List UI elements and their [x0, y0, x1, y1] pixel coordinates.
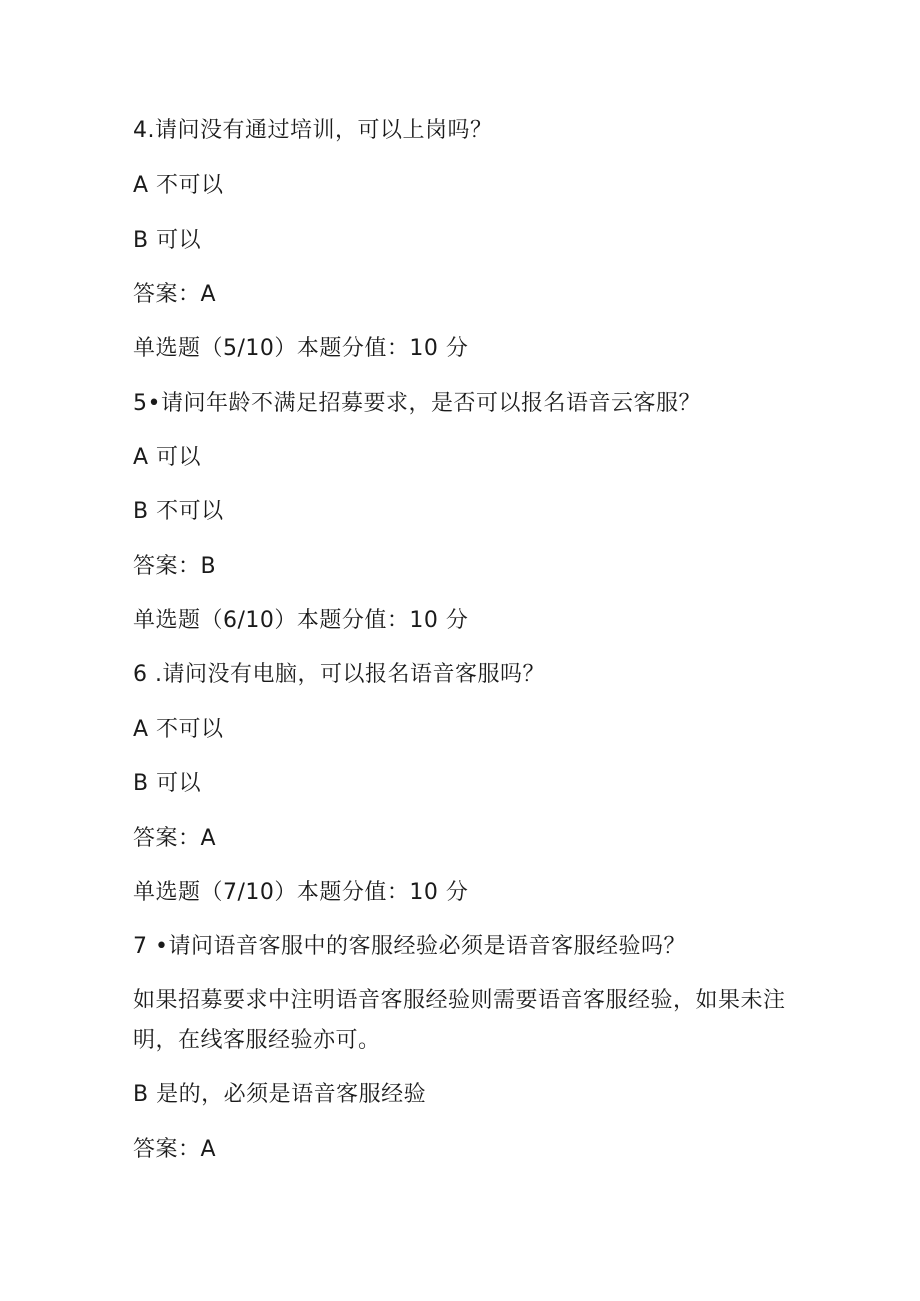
question-6-option-a: A 不可以 [133, 717, 224, 742]
question-7-option-a: 如果招募要求中注明语音客服经验则需要语音客服经验，如果未注明，在线客服经验亦可。 [133, 988, 786, 1053]
question-5-answer: 答案：B [133, 554, 217, 579]
question-5-option-b: B 不可以 [133, 499, 224, 524]
question-6-answer: 答案：A [133, 826, 217, 851]
question-4-answer: 答案：A [133, 282, 217, 307]
question-7-text: 7 •请问语音客服中的客服经验必须是语音客服经验吗？ [133, 934, 686, 959]
question-5-option-a: A 可以 [133, 445, 202, 470]
question-4-option-b: B 可以 [133, 228, 202, 253]
question-7-option-b: B 是的，必须是语音客服经验 [133, 1082, 427, 1107]
question-7-answer: 答案：A [133, 1137, 217, 1162]
question-5-header: 单选题（5/10）本题分值：10 分 [133, 336, 469, 361]
question-4-text: 4.请问没有通过培训，可以上岗吗？ [133, 118, 493, 143]
question-7-header: 单选题（7/10）本题分值：10 分 [133, 880, 469, 905]
question-6-option-b: B 可以 [133, 771, 202, 796]
question-5-text: 5•请问年龄不满足招募要求，是否可以报名语音云客服？ [133, 391, 701, 416]
question-4-option-a: A 不可以 [133, 173, 224, 198]
question-6-text: 6 .请问没有电脑，可以报名语音客服吗？ [133, 662, 545, 687]
question-6-header: 单选题（6/10）本题分值：10 分 [133, 608, 469, 633]
